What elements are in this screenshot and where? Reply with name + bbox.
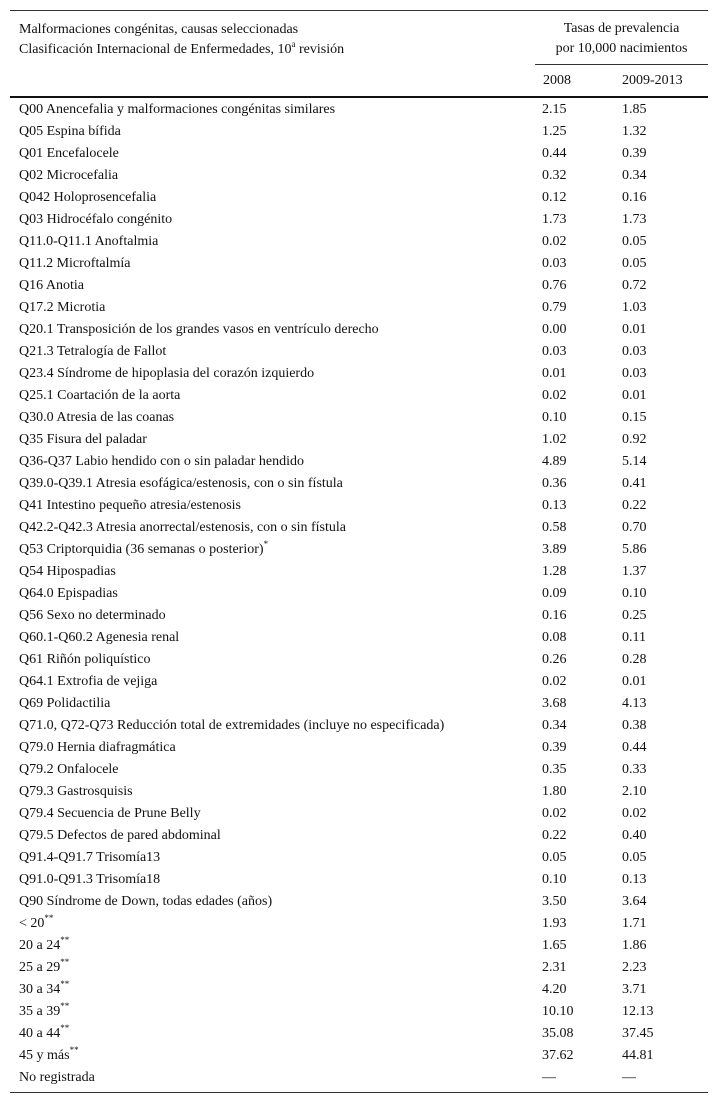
row-label-text: Q64.0 Epispadias <box>19 586 118 601</box>
cell-2009-2013: 1.03 <box>622 300 647 315</box>
cell-2008: 0.05 <box>542 850 567 865</box>
cell-2009-2013: 0.02 <box>622 806 647 821</box>
row-label-text: Q30.0 Atresia de las coanas <box>19 410 175 425</box>
cell-2009-2013: 0.13 <box>622 872 647 887</box>
table-row <box>10 99 708 121</box>
cell-2009-2013: 0.25 <box>622 608 647 623</box>
row-label <box>19 319 379 341</box>
table-row <box>10 451 708 473</box>
cell-2008: 0.79 <box>542 300 567 315</box>
row-label-text: Q25.1 Coartación de la aorta <box>19 388 181 403</box>
row-label <box>19 737 176 759</box>
table-row <box>10 957 708 979</box>
cell-2009-2013: 1.86 <box>622 938 647 953</box>
row-label <box>19 781 133 803</box>
row-label-text: Q79.4 Secuencia de Prune Belly <box>19 806 201 821</box>
table-row <box>10 561 708 583</box>
row-label-text: < 20 <box>19 916 45 931</box>
table-row <box>10 297 708 319</box>
cell-2009-2013: 5.86 <box>622 542 647 557</box>
cell-2009-2013: 12.13 <box>622 1004 654 1019</box>
cell-2008: 0.16 <box>542 608 567 623</box>
row-label <box>19 121 121 143</box>
row-label <box>19 979 69 1001</box>
row-label <box>19 1045 79 1067</box>
table-row <box>10 121 708 143</box>
table-row <box>10 1067 708 1089</box>
cell-2009-2013: 0.40 <box>622 828 647 843</box>
table-row <box>10 319 708 341</box>
cell-2009-2013: — <box>622 1070 636 1085</box>
table-row <box>10 737 708 759</box>
row-label <box>19 583 118 605</box>
row-label <box>19 517 346 539</box>
cell-2009-2013: 37.45 <box>622 1026 654 1041</box>
row-label <box>19 451 304 473</box>
cell-2008: 1.73 <box>542 212 567 227</box>
footnote-marker: ** <box>60 979 70 989</box>
cell-2008: 0.10 <box>542 872 567 887</box>
row-label <box>19 891 272 913</box>
cell-2008: 0.03 <box>542 256 567 271</box>
row-label-text: Q56 Sexo no determinado <box>19 608 166 623</box>
cell-2008: 0.09 <box>542 586 567 601</box>
row-label <box>19 297 105 319</box>
cell-2008: 0.00 <box>542 322 567 337</box>
table-row <box>10 715 708 737</box>
row-label <box>19 363 314 385</box>
prevalence-table <box>10 10 708 1093</box>
row-label-text: Q53 Criptorquidia (36 semanas o posterior) <box>19 542 264 557</box>
cell-2009-2013: 0.38 <box>622 718 647 733</box>
row-label <box>19 649 150 671</box>
cell-2009-2013: 0.70 <box>622 520 647 535</box>
cell-2008: 1.93 <box>542 916 567 931</box>
row-label <box>19 473 343 495</box>
table-row <box>10 979 708 1001</box>
row-label-text: Q69 Polidactilia <box>19 696 111 711</box>
cell-2009-2013: 0.16 <box>622 190 647 205</box>
cell-2008: 0.35 <box>542 762 567 777</box>
row-label-text: Q79.2 Onfalocele <box>19 762 119 777</box>
cell-2008: 3.89 <box>542 542 567 557</box>
row-label-text: Q23.4 Síndrome de hipoplasia del corazón izquierdo <box>19 366 315 381</box>
table-row <box>10 363 708 385</box>
cell-2008: 1.25 <box>542 124 567 139</box>
table-row <box>10 1045 708 1067</box>
row-label-text: Q05 Espina bífida <box>19 124 121 139</box>
row-label <box>19 275 84 297</box>
row-label <box>19 99 335 121</box>
row-label-text: Q91.0-Q91.3 Trisomía18 <box>19 872 161 887</box>
cell-2008: 0.02 <box>542 234 567 249</box>
cell-2009-2013: 1.85 <box>622 102 647 117</box>
cell-2009-2013: 0.22 <box>622 498 647 513</box>
cell-2009-2013: 0.10 <box>622 586 647 601</box>
table-row <box>10 495 708 517</box>
cell-2009-2013: 0.05 <box>622 850 647 865</box>
row-label <box>19 715 444 737</box>
row-label-text: Q61 Riñón poliquístico <box>19 652 151 667</box>
row-label-text: No registrada <box>19 1070 95 1085</box>
row-label <box>19 539 268 561</box>
row-label-text: Q03 Hidrocéfalo congénito <box>19 212 173 227</box>
table-row <box>10 187 708 209</box>
cell-2009-2013: 1.37 <box>622 564 647 579</box>
row-label <box>19 627 179 649</box>
row-label-text: 45 y más <box>19 1048 70 1063</box>
row-label <box>19 1067 95 1089</box>
cell-2009-2013: 0.34 <box>622 168 647 183</box>
header-rule <box>535 64 708 65</box>
row-label-text: Q11.0-Q11.1 Anoftalmia <box>19 234 159 249</box>
table-row <box>10 803 708 825</box>
header-rates-line1: Tasas de prevalencia <box>563 21 680 36</box>
cell-2008: 0.22 <box>542 828 567 843</box>
cell-2009-2013: 0.05 <box>622 256 647 271</box>
row-label <box>19 957 69 979</box>
cell-2009-2013: 3.71 <box>622 982 647 997</box>
row-label <box>19 803 201 825</box>
row-label-text: Q39.0-Q39.1 Atresia esofágica/estenosis, con o sin fístula <box>19 476 343 491</box>
cell-2009-2013: 0.41 <box>622 476 647 491</box>
table-row <box>10 781 708 803</box>
cell-2009-2013: 0.15 <box>622 410 647 425</box>
footnote-marker: ** <box>60 957 70 967</box>
header-title-superscript: a <box>291 39 296 49</box>
cell-2009-2013: 0.01 <box>622 322 647 337</box>
column-header-2008: 2008 <box>543 73 571 88</box>
table-row <box>10 143 708 165</box>
row-label-text: 25 a 29 <box>19 960 61 975</box>
row-label-text: Q79.3 Gastrosquisis <box>19 784 133 799</box>
row-label <box>19 143 119 165</box>
cell-2009-2013: 0.28 <box>622 652 647 667</box>
row-label-text: Q17.2 Microtia <box>19 300 106 315</box>
cell-2008: 0.03 <box>542 344 567 359</box>
row-label-text: Q60.1-Q60.2 Agenesia renal <box>19 630 180 645</box>
cell-2008: 0.39 <box>542 740 567 755</box>
cell-2008: 0.13 <box>542 498 567 513</box>
cell-2009-2013: 1.32 <box>622 124 647 139</box>
row-label-text: Q11.2 Microftalmía <box>19 256 131 271</box>
cell-2009-2013: 5.14 <box>622 454 647 469</box>
row-label-text: Q71.0, Q72-Q73 Reducción total de extremidades (incluye no especificada) <box>19 718 445 733</box>
table-row <box>10 605 708 627</box>
row-label-text: 40 a 44 <box>19 1026 61 1041</box>
row-label <box>19 847 160 869</box>
table-row <box>10 583 708 605</box>
cell-2008: 0.12 <box>542 190 567 205</box>
cell-2008: 35.08 <box>542 1026 574 1041</box>
cell-2008: 0.02 <box>542 806 567 821</box>
cell-2008: 0.32 <box>542 168 567 183</box>
cell-2009-2013: 0.11 <box>622 630 646 645</box>
footnote-marker: ** <box>60 1023 70 1033</box>
cell-2009-2013: 0.05 <box>622 234 647 249</box>
table-row <box>10 627 708 649</box>
row-label <box>19 495 241 517</box>
cell-2008: 0.36 <box>542 476 567 491</box>
cell-2008: 2.15 <box>542 102 567 117</box>
table-row <box>10 275 708 297</box>
cell-2008: 0.76 <box>542 278 567 293</box>
row-label-text: Q64.1 Extrofia de vejiga <box>19 674 158 689</box>
cell-2009-2013: 0.03 <box>622 366 647 381</box>
table-row <box>10 517 708 539</box>
header-title-line2-text: Clasificación Internacional de Enfermedades, 10 <box>19 42 292 57</box>
cell-2009-2013: 0.44 <box>622 740 647 755</box>
table-header <box>10 11 708 98</box>
cell-2008: 1.80 <box>542 784 567 799</box>
cell-2008: 37.62 <box>542 1048 574 1063</box>
cell-2008: 4.20 <box>542 982 567 997</box>
cell-2008: 10.10 <box>542 1004 574 1019</box>
table-row <box>10 759 708 781</box>
header-title-line2-end: revisión <box>295 42 345 57</box>
row-label <box>19 429 147 451</box>
row-label <box>19 1001 69 1023</box>
cell-2008: 0.10 <box>542 410 567 425</box>
row-label-text: 35 a 39 <box>19 1004 61 1019</box>
row-label-text: Q41 Intestino pequeño atresia/estenosis <box>19 498 242 513</box>
row-label-text: Q79.5 Defectos de pared abdominal <box>19 828 221 843</box>
cell-2009-2013: 0.72 <box>622 278 647 293</box>
footnote-marker: ** <box>44 913 54 923</box>
table-body <box>10 98 708 1092</box>
row-label <box>19 693 110 715</box>
table-row <box>10 869 708 891</box>
column-header-2009-2013: 2009-2013 <box>622 73 683 88</box>
table-row <box>10 891 708 913</box>
table-row <box>10 913 708 935</box>
cell-2009-2013: 2.10 <box>622 784 647 799</box>
row-label-text: 20 a 24 <box>19 938 61 953</box>
row-label <box>19 231 158 253</box>
table-row <box>10 429 708 451</box>
table-row <box>10 649 708 671</box>
cell-2008: 1.28 <box>542 564 567 579</box>
row-label-text: Q91.4-Q91.7 Trisomía13 <box>19 850 161 865</box>
row-label <box>19 825 221 847</box>
row-label <box>19 869 160 891</box>
cell-2008: 0.44 <box>542 146 567 161</box>
header-title-line1: Malformaciones congénitas, causas seleccionadas <box>19 22 299 37</box>
cell-2009-2013: 0.33 <box>622 762 647 777</box>
cell-2008: 0.02 <box>542 388 567 403</box>
header-title-line2 <box>19 40 344 60</box>
table-row <box>10 1023 708 1045</box>
cell-2009-2013: 3.64 <box>622 894 647 909</box>
table-row <box>10 935 708 957</box>
cell-2009-2013: 0.03 <box>622 344 647 359</box>
row-label <box>19 605 166 627</box>
row-label-text: Q42.2-Q42.3 Atresia anorrectal/estenosis, con o sin fístula <box>19 520 346 535</box>
cell-2008: — <box>542 1070 556 1085</box>
cell-2009-2013: 0.39 <box>622 146 647 161</box>
cell-2009-2013: 1.73 <box>622 212 647 227</box>
row-label <box>19 187 156 209</box>
table-row <box>10 231 708 253</box>
row-label-text: Q16 Anotia <box>19 278 84 293</box>
row-label <box>19 1023 69 1045</box>
table-row <box>10 671 708 693</box>
row-label <box>19 561 116 583</box>
row-label <box>19 935 69 957</box>
footnote-marker: ** <box>60 935 70 945</box>
table-row <box>10 825 708 847</box>
row-label-text: Q79.0 Hernia diafragmática <box>19 740 176 755</box>
row-label-text: Q54 Hipospadias <box>19 564 116 579</box>
footnote-marker: ** <box>69 1045 79 1055</box>
table-row <box>10 407 708 429</box>
row-label-text: Q20.1 Transposición de los grandes vasos en ventrículo derecho <box>19 322 379 337</box>
footnote-marker: * <box>263 539 269 549</box>
cell-2009-2013: 4.13 <box>622 696 647 711</box>
table-row <box>10 209 708 231</box>
table-row <box>10 847 708 869</box>
row-label <box>19 407 174 429</box>
header-rates <box>535 19 708 59</box>
row-label <box>19 913 53 935</box>
cell-2008: 4.89 <box>542 454 567 469</box>
row-label-text: Q042 Holoprosencefalia <box>19 190 157 205</box>
cell-2008: 0.34 <box>542 718 567 733</box>
row-label <box>19 253 130 275</box>
row-label-text: 30 a 34 <box>19 982 61 997</box>
cell-2008: 1.65 <box>542 938 567 953</box>
cell-2008: 0.02 <box>542 674 567 689</box>
row-label <box>19 759 119 781</box>
cell-2008: 3.50 <box>542 894 567 909</box>
table-row <box>10 693 708 715</box>
cell-2008: 1.02 <box>542 432 567 447</box>
cell-2008: 2.31 <box>542 960 567 975</box>
cell-2008: 0.01 <box>542 366 567 381</box>
table-row <box>10 165 708 187</box>
cell-2008: 0.58 <box>542 520 567 535</box>
cell-2009-2013: 0.92 <box>622 432 647 447</box>
row-label <box>19 385 180 407</box>
cell-2009-2013: 2.23 <box>622 960 647 975</box>
cell-2008: 0.08 <box>542 630 567 645</box>
row-label-text: Q21.3 Tetralogía de Fallot <box>19 344 167 359</box>
table-row <box>10 341 708 363</box>
cell-2009-2013: 44.81 <box>622 1048 654 1063</box>
row-label <box>19 209 172 231</box>
table-row <box>10 473 708 495</box>
cell-2009-2013: 1.71 <box>622 916 647 931</box>
row-label-text: Q36-Q37 Labio hendido con o sin paladar hendido <box>19 454 304 469</box>
cell-2009-2013: 0.01 <box>622 674 647 689</box>
header-rates-line2: por 10,000 nacimientos <box>555 41 688 56</box>
cell-2008: 3.68 <box>542 696 567 711</box>
row-label-text: Q01 Encefalocele <box>19 146 119 161</box>
row-label-text: Q00 Anencefalia y malformaciones congénitas similares <box>19 102 336 117</box>
row-label-text: Q35 Fisura del paladar <box>19 432 147 447</box>
table-row <box>10 385 708 407</box>
table-row <box>10 1001 708 1023</box>
row-label <box>19 165 118 187</box>
row-label-text: Q90 Síndrome de Down, todas edades (años) <box>19 894 273 909</box>
header-title <box>19 20 344 60</box>
table-row <box>10 253 708 275</box>
row-label-text: Q02 Microcefalia <box>19 168 119 183</box>
row-label <box>19 671 157 693</box>
cell-2009-2013: 0.01 <box>622 388 647 403</box>
cell-2008: 0.26 <box>542 652 567 667</box>
table-row <box>10 539 708 561</box>
row-label <box>19 341 166 363</box>
footnote-marker: ** <box>60 1001 70 1011</box>
